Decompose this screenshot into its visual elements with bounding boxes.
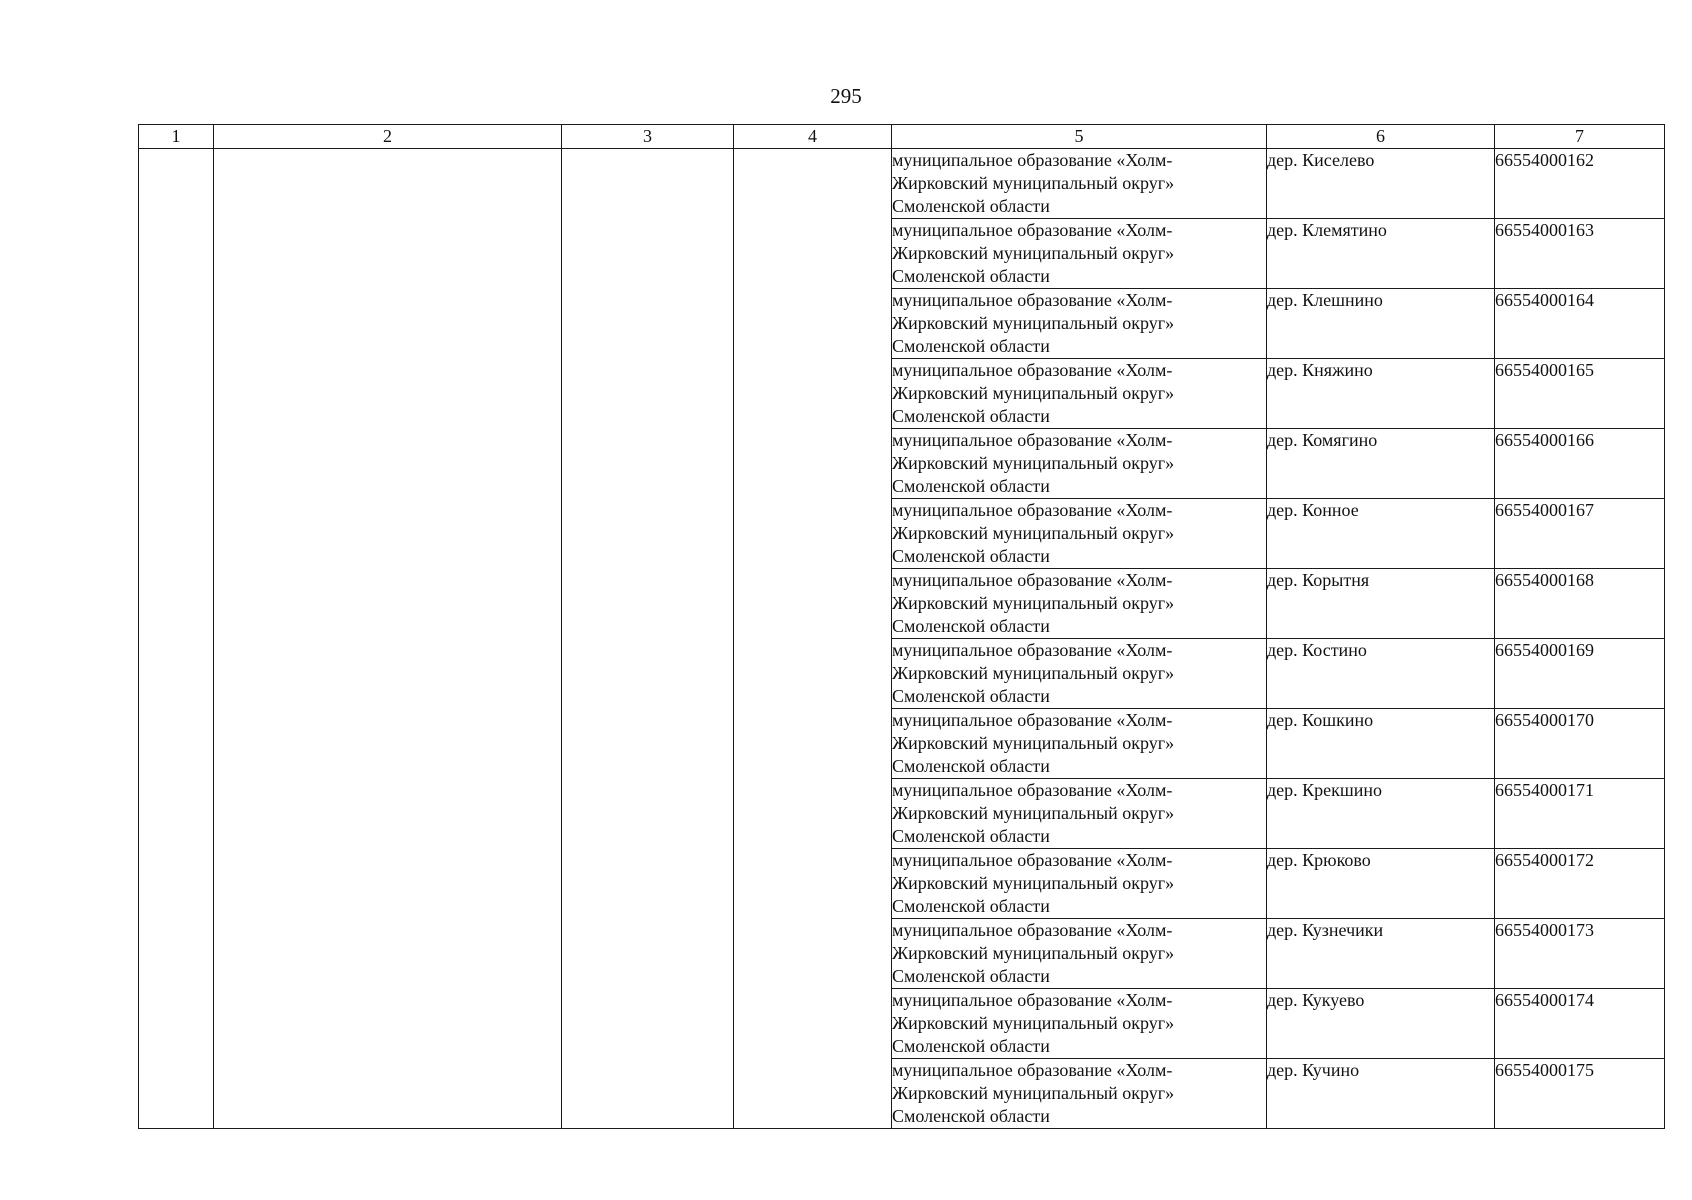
settlement-cell: дер. Киселево [1267,149,1495,219]
column-number-row [139,125,1665,149]
oktmo-code-cell: 66554000167 [1495,499,1665,569]
column-header-1: 1 [139,125,214,149]
municipality-cell: муниципальное образование «Холм- Жирковский муниципальный округ» Смоленской области [892,219,1267,289]
column-4-empty-cell [734,149,892,1129]
table-row [139,149,1665,219]
column-3-empty-cell [562,149,734,1129]
settlement-cell: дер. Кучино [1267,1059,1495,1129]
oktmo-code-cell: 66554000165 [1495,359,1665,429]
column-header-7: 7 [1495,125,1665,149]
settlement-cell: дер. Кузнечики [1267,919,1495,989]
settlement-cell: дер. Кошкино [1267,709,1495,779]
oktmo-code-cell: 66554000169 [1495,639,1665,709]
settlement-cell: дер. Костино [1267,639,1495,709]
column-2-empty-cell [214,149,562,1129]
municipality-cell: муниципальное образование «Холм- Жирковский муниципальный округ» Смоленской области [892,289,1267,359]
oktmo-code-cell: 66554000164 [1495,289,1665,359]
settlement-cell: дер. Комягино [1267,429,1495,499]
oktmo-code-cell: 66554000173 [1495,919,1665,989]
oktmo-code-cell: 66554000171 [1495,779,1665,849]
settlement-cell: дер. Княжино [1267,359,1495,429]
page-number: 295 [830,84,862,108]
settlement-cell: дер. Крекшино [1267,779,1495,849]
oktmo-code-cell: 66554000168 [1495,569,1665,639]
municipality-cell: муниципальное образование «Холм- Жирковский муниципальный округ» Смоленской области [892,639,1267,709]
column-header-5: 5 [892,125,1267,149]
column-1-empty-cell [139,149,214,1129]
oktmo-code-cell: 66554000174 [1495,989,1665,1059]
column-header-3: 3 [562,125,734,149]
oktmo-code-cell: 66554000170 [1495,709,1665,779]
oktmo-code-cell: 66554000163 [1495,219,1665,289]
municipality-cell: муниципальное образование «Холм- Жирковский муниципальный округ» Смоленской области [892,499,1267,569]
settlement-cell: дер. Конное [1267,499,1495,569]
municipality-cell: муниципальное образование «Холм- Жирковский муниципальный округ» Смоленской области [892,779,1267,849]
municipality-cell: муниципальное образование «Холм- Жирковский муниципальный округ» Смоленской области [892,429,1267,499]
municipality-cell: муниципальное образование «Холм- Жирковский муниципальный округ» Смоленской области [892,1059,1267,1129]
column-header-2: 2 [214,125,562,149]
settlement-cell: дер. Кукуево [1267,989,1495,1059]
settlements-table [138,124,1665,1129]
municipality-cell: муниципальное образование «Холм- Жирковский муниципальный округ» Смоленской области [892,919,1267,989]
oktmo-code-cell: 66554000175 [1495,1059,1665,1129]
municipality-cell: муниципальное образование «Холм- Жирковский муниципальный округ» Смоленской области [892,709,1267,779]
settlement-cell: дер. Клешнино [1267,289,1495,359]
oktmo-code-cell: 66554000166 [1495,429,1665,499]
settlement-cell: дер. Крюково [1267,849,1495,919]
municipality-cell: муниципальное образование «Холм- Жирковский муниципальный округ» Смоленской области [892,569,1267,639]
settlement-cell: дер. Корытня [1267,569,1495,639]
municipality-cell: муниципальное образование «Холм- Жирковский муниципальный округ» Смоленской области [892,149,1267,219]
municipality-cell: муниципальное образование «Холм- Жирковский муниципальный округ» Смоленской области [892,849,1267,919]
oktmo-code-cell: 66554000172 [1495,849,1665,919]
municipality-cell: муниципальное образование «Холм- Жирковский муниципальный округ» Смоленской области [892,989,1267,1059]
column-header-4: 4 [734,125,892,149]
oktmo-code-cell: 66554000162 [1495,149,1665,219]
settlement-cell: дер. Клемятино [1267,219,1495,289]
column-header-6: 6 [1267,125,1495,149]
municipality-cell: муниципальное образование «Холм- Жирковский муниципальный округ» Смоленской области [892,359,1267,429]
